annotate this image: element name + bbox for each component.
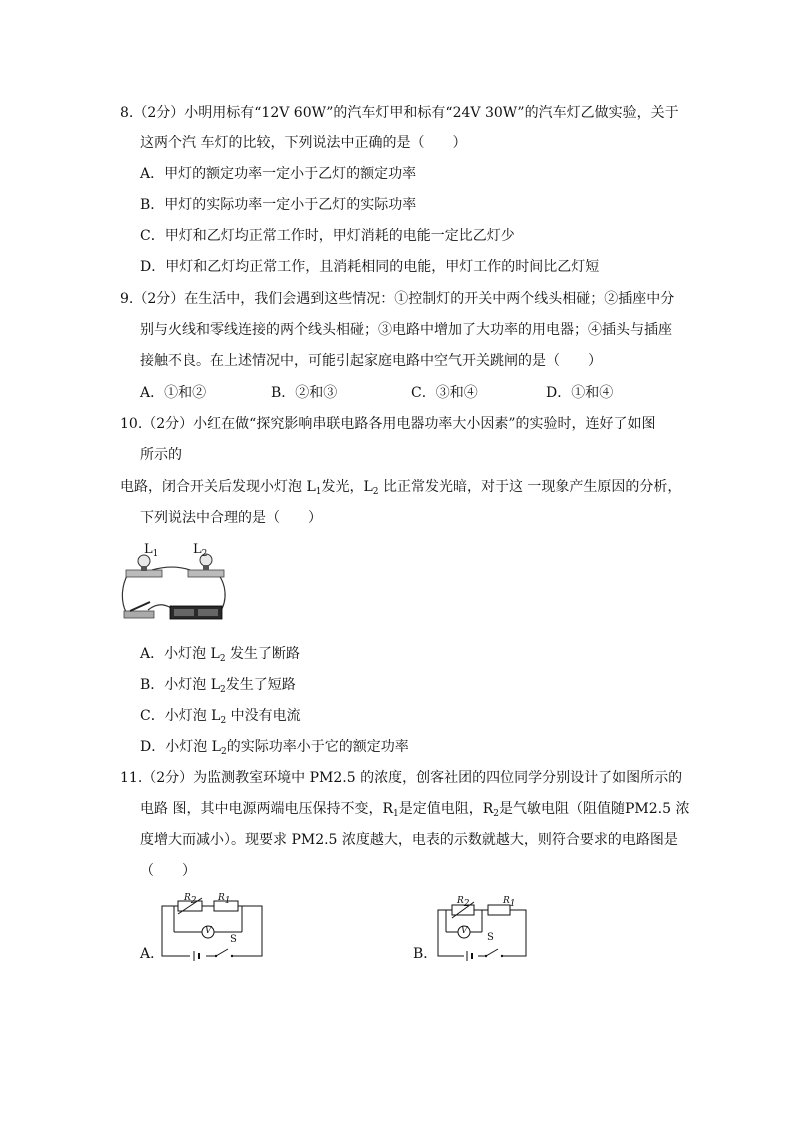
q10-circuit-figure [118, 540, 230, 626]
q8-option-c: C．甲灯和乙灯均正常工作时，甲灯消耗的电能一定比乙灯少 [140, 228, 515, 244]
q10-stem-line-1: 10.（2分）小红在做“探究影响串联电路各用电器功率大小因素”的实验时，连好了如图 [120, 416, 656, 432]
q11-option-b-label: B． [413, 946, 438, 962]
q11-option-a-label: A． [140, 946, 165, 962]
q8-option-a: A．甲灯的额定功率一定小于乙灯的额定功率 [140, 166, 417, 182]
q9-option-b: B．②和③ [271, 385, 338, 401]
q11-b-switch-label: S [487, 932, 494, 943]
q10-option-a: A．小灯泡 $L_2$ 发生了断路 [140, 646, 301, 664]
q10-option-b: B．小灯泡 $L_2$发生了短路 [140, 677, 296, 695]
q11-b-r1-label: $R_1$ [503, 896, 516, 909]
q8-option-d: D．甲灯和乙灯均正常工作，且消耗相同的电能，甲灯工作的时间比乙灯短 [140, 259, 600, 275]
q10-option-c: C．小灯泡 $L_2$ 中没有电流 [140, 708, 301, 726]
q10-stem-line-3: 电路，闭合开关后发现小灯泡 $L_1$发光，$L_2$ 比正常发光暗，对于这 一现象产生原因的分析， [120, 479, 682, 497]
q9-stem-line-3: 接触不良。在上述情况中，可能引起家庭电路中空气开关跳闸的是（ ） [140, 353, 602, 369]
q9-option-d: D．①和④ [546, 385, 614, 401]
q8-stem-line-2: 这两个汽 车灯的比较，下列说法中正确的是（ ） [140, 135, 467, 151]
q11-b-meter-label: V [461, 926, 468, 936]
q10-stem-line-2: 所示的 [140, 447, 182, 463]
q11-stem-line-2: 电路 图，其中电源两端电压保持不变，$R_1$是定值电阻，$R_2$是气敏电阻（阻值随PM2.5 浓 [140, 801, 690, 819]
q9-stem-line-2: 别与火线和零线连接的两个线头相碰；③电路中增加了大功率的用电器；④插头与插座 [140, 322, 672, 338]
q11-circuit-a [156, 890, 268, 962]
q11-a-meter-label: V [205, 926, 212, 936]
q10-label-l1: $L_1$ [144, 542, 159, 559]
q10-option-d: D．小灯泡 $L_2$的实际功率小于它的额定功率 [140, 739, 409, 757]
q11-a-switch-label: S [230, 934, 237, 945]
q11-b-r2-label: $R_2$ [457, 896, 470, 909]
q10-label-l2: $L_2$ [193, 542, 208, 559]
q9-stem-line-1: 9.（2分）在生活中，我们会遇到这些情况：①控制灯的开关中两个线头相碰；②插座中分 [120, 291, 675, 307]
q11-stem-line-1: 11.（2分）为监测教室环境中 PM2.5 的浓度，创客社团的四位同学分别设计了如图所示的 [120, 770, 683, 786]
q9-option-c: C．③和④ [411, 385, 478, 401]
q11-stem-line-4: （ ） [140, 863, 196, 879]
q11-circuit-b [432, 892, 532, 962]
q11-a-r1-label: $R_1$ [218, 893, 231, 906]
q9-option-a: A．①和② [140, 385, 207, 401]
q8-option-b: B．甲灯的实际功率一定小于乙灯的实际功率 [140, 197, 417, 213]
q11-stem-line-3: 度增大而减小）。现要求 PM2.5 浓度越大，电表的示数就越大，则符合要求的电路图是 [140, 832, 678, 848]
q10-stem-line-4: 下列说法中合理的是（ ） [140, 510, 322, 526]
q8-stem-line-1: 8.（2分）小明用标有“12V 60W”的汽车灯甲和标有“24V 30W”的汽车灯乙做实验，关于 [120, 105, 679, 121]
q11-a-r2-label: $R_2$ [184, 893, 197, 906]
